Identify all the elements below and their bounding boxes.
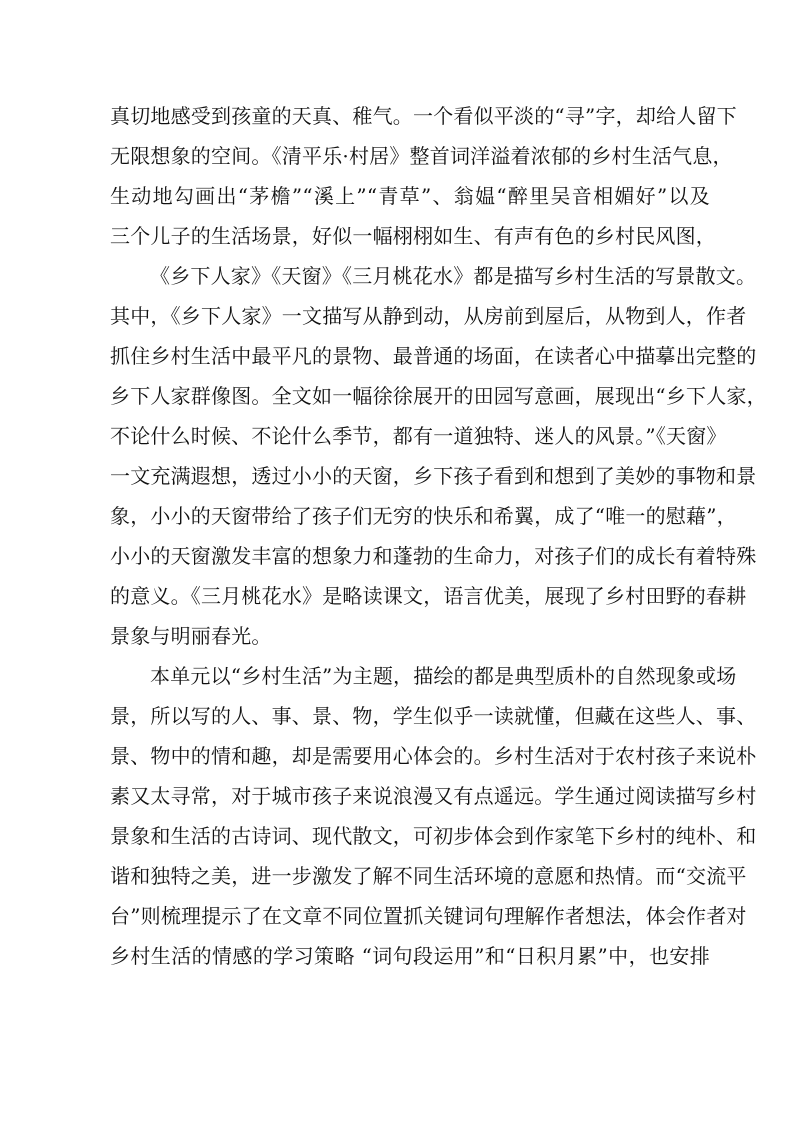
text-line: 景象与明丽春光。 bbox=[110, 624, 272, 648]
text-line: 本单元以“乡村生活”为主题，描绘的都是典型质朴的自然现象或场 bbox=[150, 664, 737, 688]
text-line: 谐和独特之美，进一步激发了解不同生活环境的意愿和热情。而“交流平 bbox=[110, 864, 747, 888]
text-line: 景，所以写的人、事、景、物，学生似乎一读就懂，但藏在这些人、事、 bbox=[110, 704, 757, 728]
text-line: 一文充满遐想，透过小小的天窗，乡下孩子看到和想到了美妙的事物和景 bbox=[110, 464, 757, 488]
text-line: 乡下人家群像图。全文如一幅徐徐展开的田园写意画，展现出“乡下人家， bbox=[110, 384, 767, 408]
text-line: 象，小小的天窗带给了孩子们无穷的快乐和希翼，成了“唯一的慰藉”， bbox=[110, 504, 737, 528]
text-line: 《乡下人家》《天窗》《三月桃花水》都是描写乡村生活的写景散文。 bbox=[150, 264, 757, 288]
text-line: 真切地感受到孩童的天真、稚气。一个看似平淡的“寻”字，却给人留下 bbox=[110, 104, 737, 128]
text-line: 抓住乡村生活中最平凡的景物、最普通的场面，在读者心中描摹出完整的 bbox=[110, 344, 757, 368]
document-body bbox=[110, 96, 767, 976]
paragraph bbox=[110, 96, 737, 256]
text-line: 素又太寻常，对于城市孩子来说浪漫又有点遥远。学生通过阅读描写乡村 bbox=[110, 784, 757, 808]
text-line: 小小的天窗激发丰富的想象力和蓬勃的生命力，对孩子们的成长有着特殊 bbox=[110, 544, 757, 568]
text-line: 其中，《乡下人家》一文描写从静到动，从房前到屋后，从物到人，作者 bbox=[110, 304, 747, 328]
text-line: 景象和生活的古诗词、现代散文，可初步体会到作家笔下乡村的纯朴、和 bbox=[110, 824, 757, 848]
text-line: 无限想象的空间。《清平乐·村居》整首词洋溢着浓郁的乡村生活气息， bbox=[110, 144, 733, 168]
text-line: 乡村生活的情感的学习策略 “词句段运用”和“日积月累”中，也安排 bbox=[110, 944, 710, 968]
text-line: 不论什么时候、不论什么季节，都有一道独特、迷人的风景。”《天窗》 bbox=[110, 424, 727, 448]
paragraph bbox=[110, 656, 757, 976]
text-line: 景、物中的情和趣，却是需要用心体会的。乡村生活对于农村孩子来说朴 bbox=[110, 744, 757, 768]
text-line: 台”则梳理提示了在文章不同位置抓关键词句理解作者想法，体会作者对 bbox=[110, 904, 747, 928]
text-line: 的意义。《三月桃花水》是略读课文，语言优美，展现了乡村田野的春耕 bbox=[110, 584, 747, 608]
text-line: 生动地勾画出“茅檐”“溪上”“青草”、翁媪“醉里吴音相媚好”以及 bbox=[110, 184, 710, 208]
text-line: 三个儿子的生活场景，好似一幅栩栩如生、有声有色的乡村民风图， bbox=[110, 224, 716, 248]
paragraph bbox=[110, 256, 767, 656]
